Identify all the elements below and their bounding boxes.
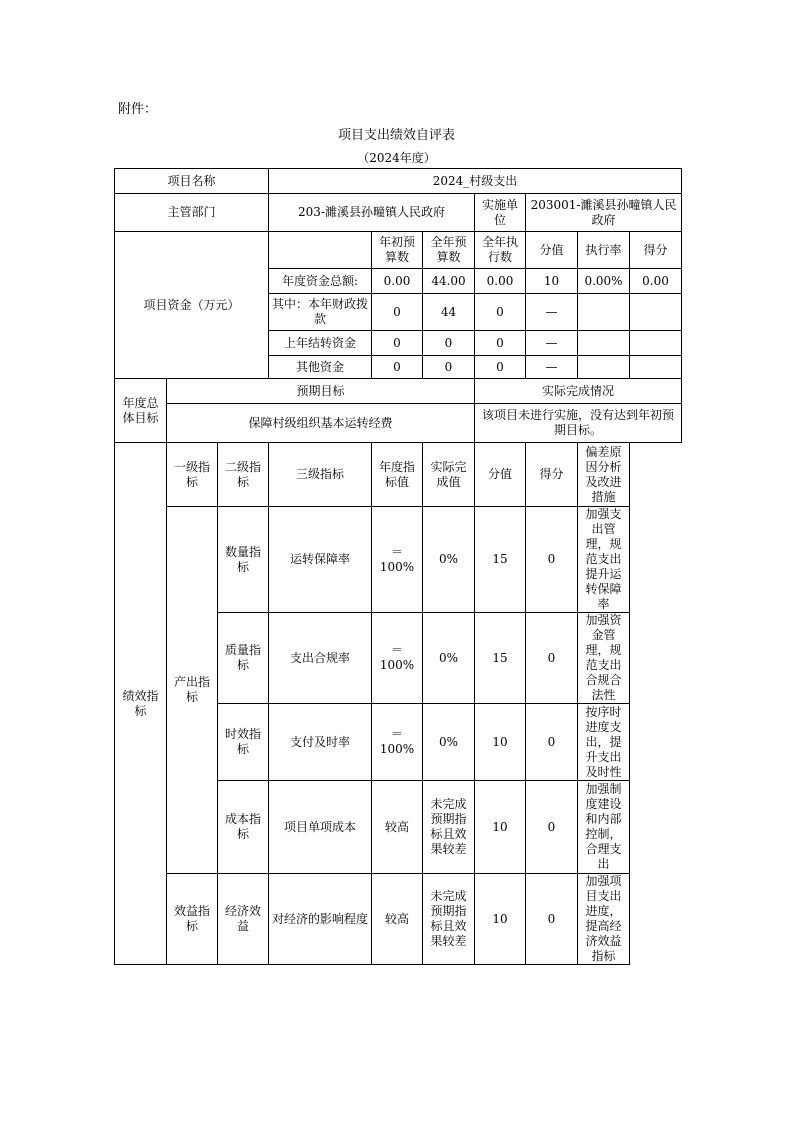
score: 0 <box>526 781 578 874</box>
indicator-header: 偏差原因分析及改进措施 <box>578 443 630 507</box>
funds-cell <box>630 356 682 379</box>
indicator-header: 一级指标 <box>167 443 218 507</box>
dept-label: 主管部门 <box>115 194 269 232</box>
deviation-reason: 按序时进度支出，提升支出及时性 <box>578 704 630 781</box>
indicator-header: 实际完成值 <box>423 443 475 507</box>
actual-result: 该项目未进行实施，没有达到年初预期目标。 <box>475 404 682 443</box>
target-value: ＝100% <box>372 507 423 613</box>
funds-header-blank <box>269 232 372 269</box>
level3-indicator: 运转保障率 <box>269 507 372 613</box>
actual-value: 0% <box>423 704 475 781</box>
funds-cell: — <box>526 331 578 356</box>
actual-result-header: 实际完成情况 <box>475 379 682 404</box>
indicator-header: 年度指标值 <box>372 443 423 507</box>
indicator-header: 得分 <box>526 443 578 507</box>
attachment-label: 附件： <box>118 102 158 117</box>
funds-cell: 0.00% <box>578 269 630 294</box>
level2-indicator: 质量指标 <box>218 613 269 704</box>
score-value: 15 <box>475 507 526 613</box>
evaluation-table <box>114 168 682 965</box>
actual-value: 0% <box>423 613 475 704</box>
project-name-label: 项目名称 <box>115 169 269 194</box>
funds-cell: 0 <box>372 356 423 379</box>
deviation-reason: 加强资金管理，规范支出合规合法性 <box>578 613 630 704</box>
performance-indicator-label: 绩效指标 <box>115 443 167 965</box>
funds-cell: 44 <box>423 294 475 331</box>
form-title: 项目支出绩效自评表 <box>337 128 455 143</box>
score-value: 10 <box>475 874 526 965</box>
funds-label: 项目资金（万元） <box>115 232 269 379</box>
indicator-row <box>115 874 682 965</box>
funds-header: 得分 <box>630 232 682 269</box>
funds-header: 执行率 <box>578 232 630 269</box>
level3-indicator: 支付及时率 <box>269 704 372 781</box>
form-year: （2024年度） <box>357 151 436 165</box>
level3-indicator: 项目单项成本 <box>269 781 372 874</box>
funds-cell <box>630 331 682 356</box>
dept-value: 203-濉溪县孙疃镇人民政府 <box>269 194 475 232</box>
deviation-reason: 加强项目支出进度，提高经济效益指标 <box>578 874 630 965</box>
funds-row-label: 其他资金 <box>269 356 372 379</box>
funds-cell: 44.00 <box>423 269 475 294</box>
level3-indicator: 对经济的影响程度 <box>269 874 372 965</box>
expected-goal-header: 预期目标 <box>167 379 475 404</box>
target-value: ＝100% <box>372 704 423 781</box>
funds-cell: 10 <box>526 269 578 294</box>
funds-row-label: 其中：本年财政拨款 <box>269 294 372 331</box>
indicator-header-row <box>115 443 682 507</box>
impl-value: 203001-濉溪县孙疃镇人民政府 <box>526 194 682 232</box>
funds-cell: 0 <box>372 331 423 356</box>
annual-goal-label: 年度总体目标 <box>115 379 167 443</box>
funds-cell: 0 <box>475 294 526 331</box>
funds-cell <box>578 331 630 356</box>
score-value: 10 <box>475 781 526 874</box>
funds-cell <box>630 294 682 331</box>
indicator-header: 分值 <box>475 443 526 507</box>
score: 0 <box>526 704 578 781</box>
target-value: ＝100% <box>372 613 423 704</box>
funds-cell: 0.00 <box>630 269 682 294</box>
expected-goal: 保障村级组织基本运转经费 <box>167 404 475 443</box>
level2-indicator: 时效指标 <box>218 704 269 781</box>
funds-cell: 0 <box>475 331 526 356</box>
score: 0 <box>526 874 578 965</box>
funds-header: 分值 <box>526 232 578 269</box>
impl-label: 实施单位 <box>475 194 526 232</box>
benefit-indicator-label: 效益指标 <box>167 874 218 965</box>
funds-header: 年初预算数 <box>372 232 423 269</box>
output-indicator-label: 产出指标 <box>167 507 218 874</box>
department-row <box>115 194 682 232</box>
goals-row <box>115 404 682 443</box>
funds-header: 全年执行数 <box>475 232 526 269</box>
goals-header-row <box>115 379 682 404</box>
funds-cell: — <box>526 356 578 379</box>
funds-cell: 0 <box>372 294 423 331</box>
level2-indicator: 成本指标 <box>218 781 269 874</box>
deviation-reason: 加强制度建设和内部控制，合理支出 <box>578 781 630 874</box>
score: 0 <box>526 613 578 704</box>
actual-value: 未完成预期指标且效果较差 <box>423 874 475 965</box>
funds-cell <box>578 356 630 379</box>
funds-cell: 0 <box>423 356 475 379</box>
level2-indicator: 经济效益 <box>218 874 269 965</box>
score: 0 <box>526 507 578 613</box>
funds-cell: 0.00 <box>372 269 423 294</box>
level2-indicator: 数量指标 <box>218 507 269 613</box>
score-value: 10 <box>475 704 526 781</box>
actual-value: 0% <box>423 507 475 613</box>
deviation-reason: 加强支出管理，规范支出提升运转保障率 <box>578 507 630 613</box>
funds-cell: — <box>526 294 578 331</box>
level3-indicator: 支出合规率 <box>269 613 372 704</box>
indicator-header: 二级指标 <box>218 443 269 507</box>
funds-cell: 0 <box>475 356 526 379</box>
project-name-value: 2024_村级支出 <box>269 169 682 194</box>
funds-cell: 0.00 <box>475 269 526 294</box>
actual-value: 未完成预期指标且效果较差 <box>423 781 475 874</box>
project-name-row <box>115 169 682 194</box>
score-value: 15 <box>475 613 526 704</box>
target-value: 较高 <box>372 874 423 965</box>
funds-cell: 0 <box>423 331 475 356</box>
target-value: 较高 <box>372 781 423 874</box>
funds-row-label: 年度资金总额: <box>269 269 372 294</box>
funds-row-label: 上年结转资金 <box>269 331 372 356</box>
funds-cell <box>578 294 630 331</box>
indicator-header: 三级指标 <box>269 443 372 507</box>
funds-header: 全年预算数 <box>423 232 475 269</box>
indicator-row <box>115 507 682 613</box>
funds-header-row <box>115 232 682 269</box>
